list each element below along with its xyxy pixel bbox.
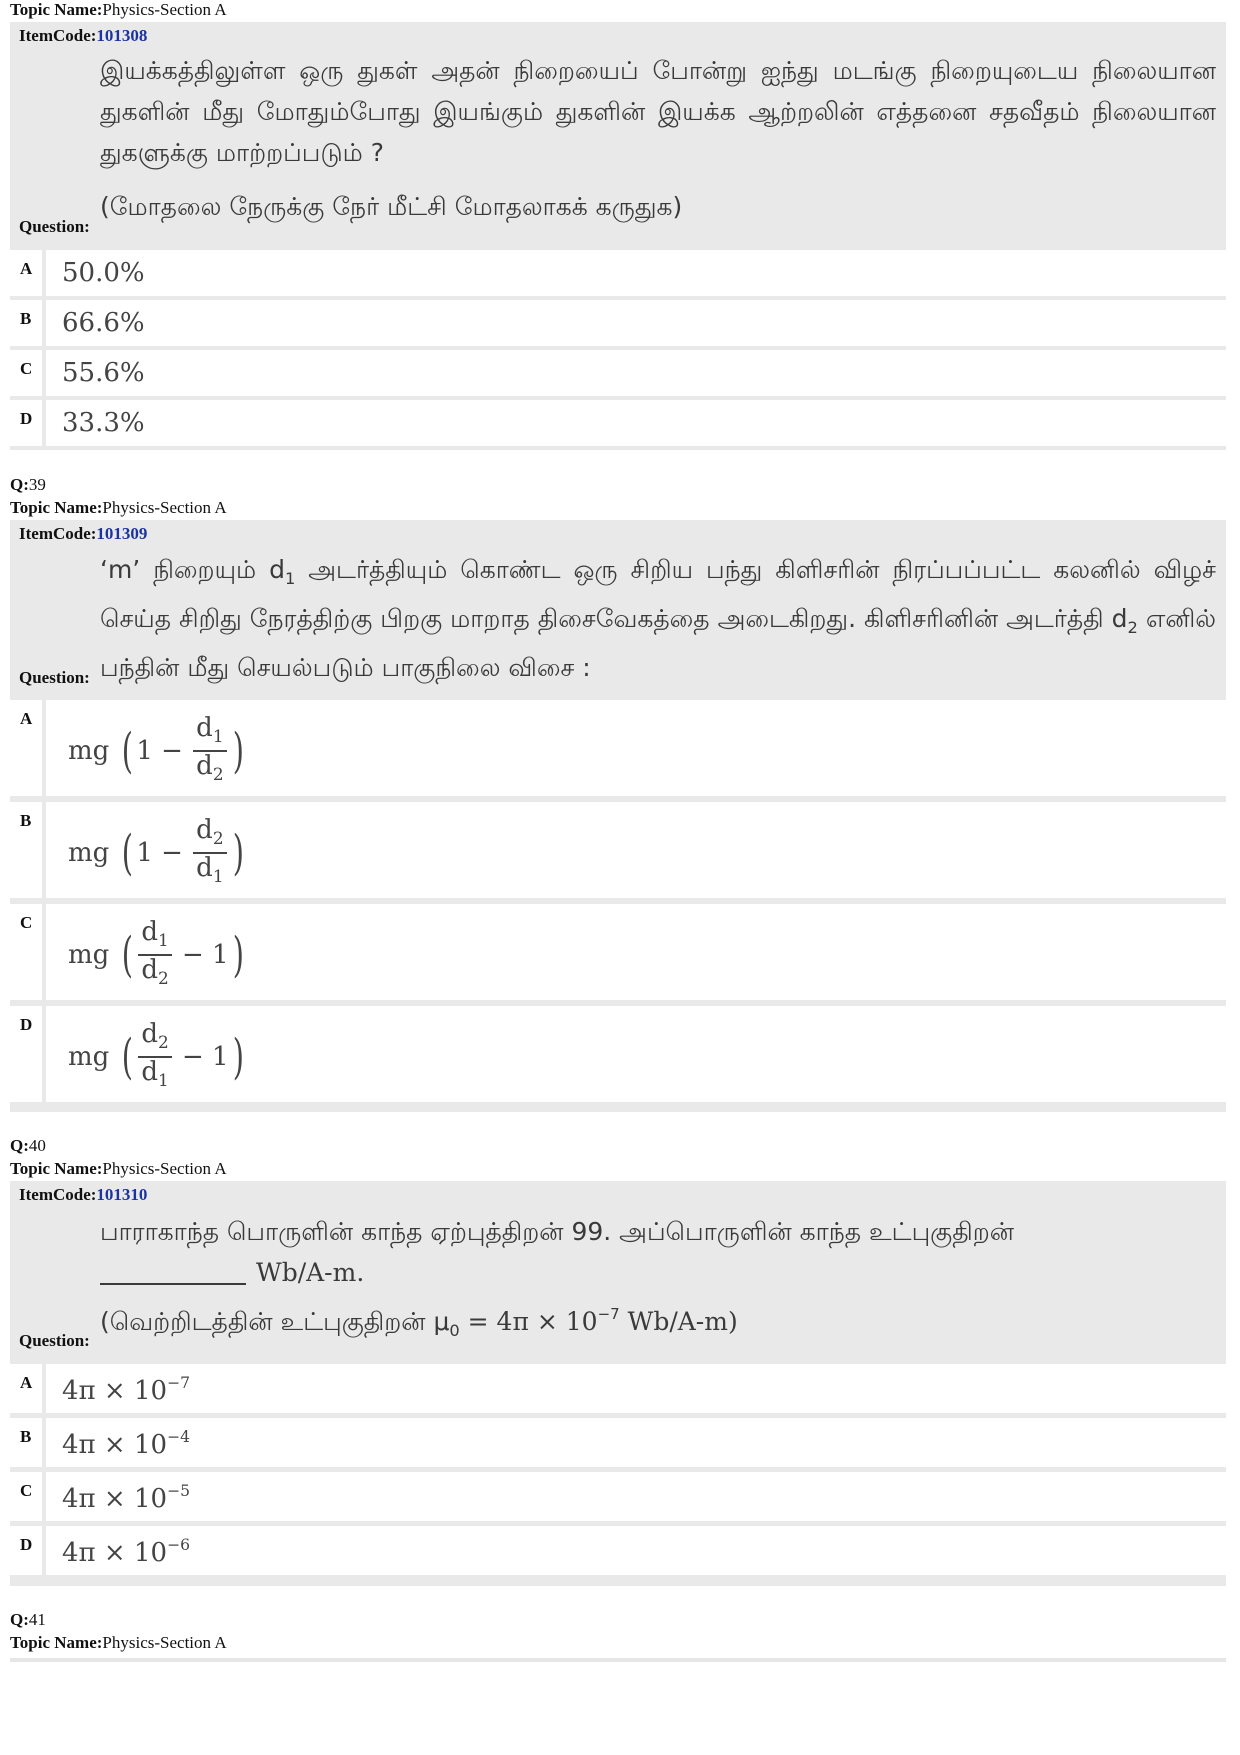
option-letter: B	[20, 811, 32, 830]
item-code	[19, 26, 147, 46]
question-text-part: ‘m’ நிறையும் d	[100, 555, 285, 584]
option-letter: B	[20, 1427, 32, 1446]
den-sub: 1	[212, 866, 224, 886]
option-letter-box	[10, 802, 46, 898]
num-symbol: d	[196, 815, 213, 845]
formula-mg: mg	[68, 940, 110, 970]
option-d[interactable]	[10, 1526, 1226, 1575]
question-label: Question:	[19, 668, 90, 687]
right-paren: )	[232, 723, 244, 779]
fraction-numerator	[138, 918, 171, 956]
topic-line	[10, 1633, 227, 1653]
question-number	[10, 1136, 46, 1156]
option-a[interactable]	[10, 1364, 1226, 1413]
den-symbol: d	[196, 751, 213, 781]
option-formula	[68, 714, 247, 788]
option-letter: C	[20, 913, 33, 932]
option-letter-box	[10, 1526, 46, 1575]
question-text-part: பாராகாந்த பொருளின் காந்த ஏற்புத்திறன் 99. அப்பொருளின் காந்த உட்புகுதிறன்	[100, 1217, 1014, 1246]
topic-label: Topic Name:	[10, 1159, 103, 1178]
option-text	[62, 1482, 190, 1514]
den-sub: 2	[157, 968, 169, 988]
topic-value: Physics-Section A	[102, 1633, 227, 1652]
den-symbol: d	[141, 955, 158, 985]
option-base: 4π × 10	[62, 1376, 168, 1406]
topic-line	[10, 1159, 227, 1179]
right-paren: )	[232, 825, 244, 881]
option-a[interactable]	[10, 250, 1226, 296]
option-letter-box	[10, 250, 46, 296]
den-symbol: d	[196, 853, 213, 883]
answer-blank	[100, 1283, 246, 1285]
fraction	[193, 714, 226, 788]
option-a[interactable]	[10, 700, 1226, 796]
formula-one-minus: 1 −	[136, 838, 183, 868]
question-note: (மோதலை நேருக்கு நேர் மீட்சி மோதலாகக் கருதுக)	[100, 192, 683, 221]
question-unit: Wb/A-m.	[256, 1258, 365, 1287]
topic-line	[10, 498, 227, 518]
formula-minus-one: − 1	[181, 1042, 229, 1072]
left-paren: (	[121, 1029, 133, 1085]
option-exponent: −6	[167, 1536, 191, 1554]
question-panel	[10, 1181, 1226, 1586]
option-text: 55.6%	[62, 358, 145, 388]
note-part: Wb/A-m)	[619, 1307, 738, 1336]
item-code-value: 101308	[96, 26, 148, 45]
note-part: (வெற்றிடத்தின் உட்புகுதிறன் μ	[100, 1307, 450, 1336]
option-letter-box	[10, 1364, 46, 1413]
option-letter: D	[20, 409, 33, 428]
question-number	[10, 1610, 46, 1630]
question-panel	[10, 22, 1226, 450]
topic-label: Topic Name:	[10, 1633, 103, 1652]
option-text	[62, 1374, 190, 1406]
question-number	[10, 475, 46, 495]
option-letter-box	[10, 400, 46, 446]
topic-label: Topic Name:	[10, 498, 103, 517]
fraction	[138, 1020, 171, 1094]
question-text	[100, 1211, 1216, 1293]
den-symbol: d	[141, 1057, 158, 1087]
option-text: 50.0%	[62, 258, 145, 288]
subscript: 1	[284, 569, 296, 588]
option-letter: C	[20, 1481, 33, 1500]
formula-one-minus: 1 −	[136, 736, 183, 766]
option-letter-box	[10, 350, 46, 396]
den-sub: 1	[157, 1070, 169, 1090]
subscript: 0	[449, 1321, 460, 1340]
option-exponent: −4	[167, 1428, 191, 1446]
option-base: 4π × 10	[62, 1538, 168, 1568]
formula-mg: mg	[68, 838, 110, 868]
option-c[interactable]	[10, 1472, 1226, 1521]
num-sub: 1	[212, 726, 224, 746]
formula-mg: mg	[68, 736, 110, 766]
option-letter-box	[10, 904, 46, 1000]
left-paren: (	[121, 927, 133, 983]
option-letter-box	[10, 1472, 46, 1521]
fraction	[138, 918, 171, 992]
left-paren: (	[121, 825, 133, 881]
right-paren: )	[232, 1029, 244, 1085]
num-symbol: d	[141, 1019, 158, 1049]
option-exponent: −5	[167, 1482, 191, 1500]
option-b[interactable]	[10, 300, 1226, 346]
fraction	[193, 816, 226, 890]
option-letter: D	[20, 1535, 33, 1554]
option-text	[62, 1428, 190, 1460]
fraction-numerator	[138, 1020, 171, 1058]
fraction-denominator	[193, 752, 226, 788]
option-letter: A	[20, 1373, 33, 1392]
q-label: Q:	[10, 475, 29, 494]
fraction-numerator	[193, 816, 226, 854]
den-sub: 2	[212, 764, 224, 784]
note-part: = 4π × 10	[459, 1307, 598, 1336]
option-d[interactable]	[10, 1006, 1226, 1102]
left-paren: (	[121, 723, 133, 779]
question-note	[100, 1305, 738, 1340]
topic-value: Physics-Section A	[102, 0, 227, 19]
question-text: இயக்கத்திலுள்ள ஒரு துகள் அதன் நிறையைப் போன்று ஐந்து மடங்கு நிறையுடைய நிலையான துகளின் மீது மோதும்போது இயங்கும் துகளின் இயக்க ஆற்றலின் எத்தனை சதவீதம் நிலையான துகளுக்கு மாற்றப்படும் ?	[100, 56, 1216, 167]
option-base: 4π × 10	[62, 1430, 168, 1460]
topic-line	[10, 0, 227, 20]
q-number-value: 41	[28, 1610, 46, 1629]
option-b[interactable]	[10, 802, 1226, 898]
option-c[interactable]	[10, 350, 1226, 396]
num-sub: 2	[157, 1032, 169, 1052]
fraction-denominator	[193, 854, 226, 890]
question-text-part: அடர்த்தியும் கொண்ட ஒரு சிறிய பந்து கிளிசரின் நிரப்பப்பட்ட கலனில் விழச் செய்த சிறிது நேரத்திற்கு பிறகு மாறாத திசைவேகத்தை அடைகிறது. கிளிசரினின் அடர்த்தி d	[100, 555, 1216, 633]
q-number-value: 40	[28, 1136, 46, 1155]
formula-minus-one: − 1	[181, 940, 229, 970]
option-base: 4π × 10	[62, 1484, 168, 1514]
option-b[interactable]	[10, 1418, 1226, 1467]
option-formula	[68, 816, 247, 890]
option-letter-box	[10, 1006, 46, 1102]
subscript: 2	[1127, 618, 1138, 637]
q-label: Q:	[10, 1136, 29, 1155]
item-code-value: 101310	[96, 1185, 148, 1204]
option-letter: B	[20, 309, 32, 328]
option-formula	[68, 918, 247, 992]
option-exponent: −7	[167, 1374, 191, 1392]
item-code-label: ItemCode:	[19, 524, 97, 543]
option-letter: C	[20, 359, 33, 378]
right-paren: )	[232, 927, 244, 983]
superscript: −7	[597, 1305, 620, 1323]
divider	[10, 1658, 1226, 1662]
item-code-value: 101309	[96, 524, 148, 543]
item-code	[19, 1185, 147, 1205]
question-text-part: எனில் பந்தின் மீது செயல்படும் பாகுநிலை விசை :	[100, 604, 1216, 682]
topic-value: Physics-Section A	[102, 1159, 227, 1178]
fraction-denominator	[138, 1058, 171, 1094]
option-letter: A	[20, 259, 33, 278]
item-code-label: ItemCode:	[19, 26, 97, 45]
topic-label: Topic Name:	[10, 0, 103, 19]
question-label: Question:	[19, 1331, 90, 1350]
option-d[interactable]	[10, 400, 1226, 446]
num-symbol: d	[196, 713, 213, 743]
num-sub: 1	[157, 930, 169, 950]
topic-value: Physics-Section A	[102, 498, 227, 517]
option-c[interactable]	[10, 904, 1226, 1000]
item-code	[19, 524, 147, 544]
question-panel	[10, 520, 1226, 1112]
q-label: Q:	[10, 1610, 29, 1629]
option-text: 33.3%	[62, 408, 145, 438]
fraction-numerator	[193, 714, 226, 752]
option-letter: A	[20, 709, 33, 728]
num-symbol: d	[141, 917, 158, 947]
question-text	[100, 550, 1216, 688]
option-letter-box	[10, 700, 46, 796]
num-sub: 2	[212, 828, 224, 848]
option-formula	[68, 1020, 247, 1094]
question-label: Question:	[19, 217, 90, 236]
option-letter: D	[20, 1015, 33, 1034]
formula-mg: mg	[68, 1042, 110, 1072]
option-text: 66.6%	[62, 308, 145, 338]
q-number-value: 39	[28, 475, 46, 494]
fraction-denominator	[138, 956, 171, 992]
option-letter-box	[10, 300, 46, 346]
item-code-label: ItemCode:	[19, 1185, 97, 1204]
option-letter-box	[10, 1418, 46, 1467]
option-text	[62, 1536, 190, 1568]
